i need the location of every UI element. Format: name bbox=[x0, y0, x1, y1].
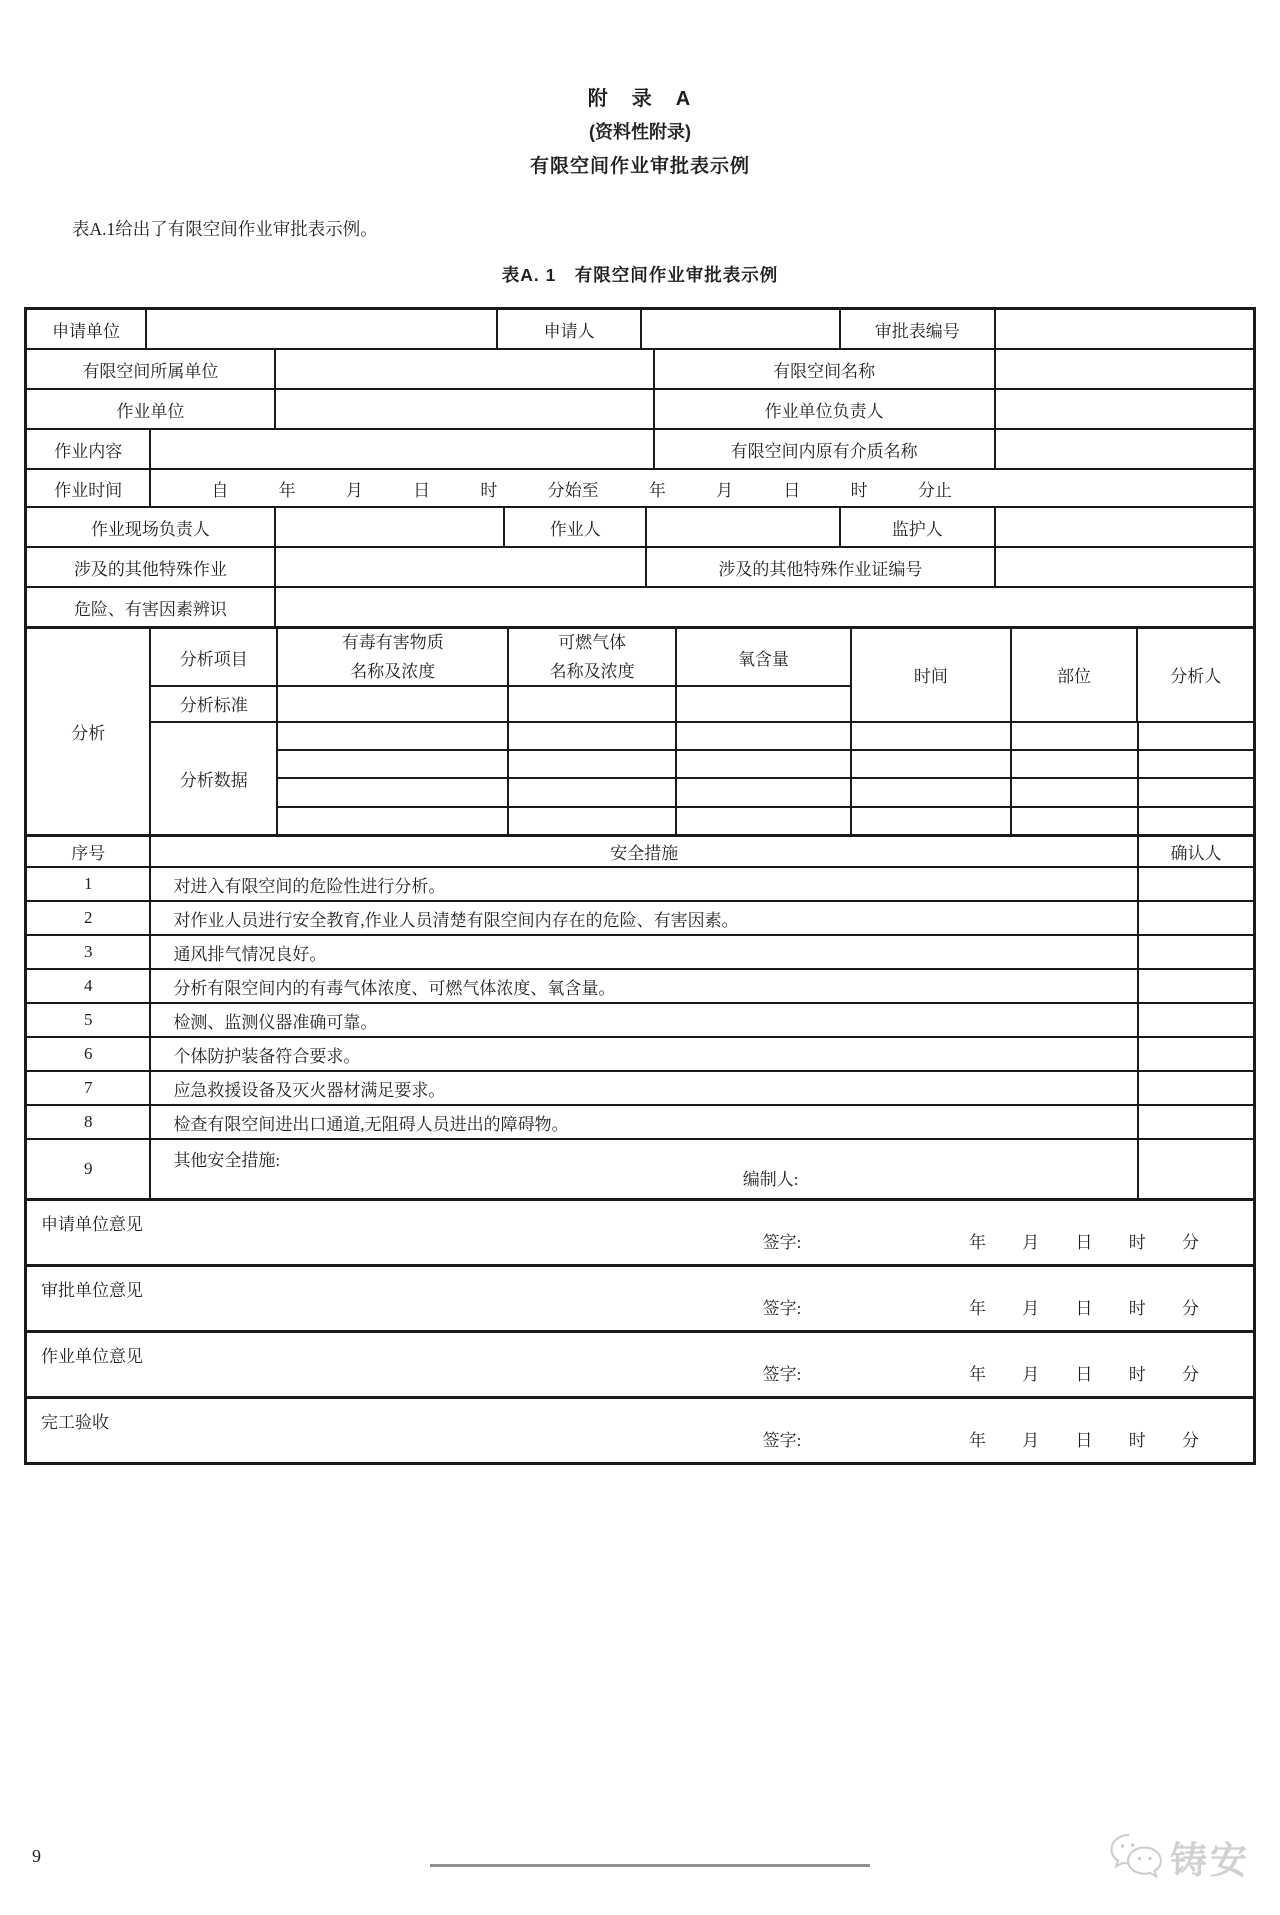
date-blanks: 年 月 日 时 分 bbox=[969, 1233, 1199, 1252]
table-row bbox=[27, 310, 1253, 348]
measure-no: 5 bbox=[27, 1004, 151, 1036]
measure-no: 6 bbox=[27, 1038, 151, 1070]
analysis-col-oxygen-header: 氧含量 bbox=[677, 629, 850, 687]
label-other-special-work: 涉及的其他特殊作业 bbox=[27, 548, 276, 586]
measure-confirm-cell bbox=[1139, 868, 1253, 900]
measure-no: 8 bbox=[27, 1106, 151, 1138]
footer-divider bbox=[430, 1864, 870, 1867]
measure-row bbox=[27, 1070, 1253, 1104]
value-work-unit-head bbox=[996, 390, 1253, 428]
analysis-data-row bbox=[278, 806, 1253, 834]
value-applicant-unit bbox=[147, 310, 498, 348]
value-approval-no bbox=[996, 310, 1254, 348]
label-work-unit-head: 作业单位负责人 bbox=[655, 390, 996, 428]
compiler-label: 编制人: bbox=[742, 1170, 799, 1189]
label-work-content: 作业内容 bbox=[27, 430, 151, 468]
value-other-special-work-cert-no bbox=[996, 548, 1253, 586]
signature-label: 签字: bbox=[762, 1233, 802, 1252]
analysis-col-analyst-header: 分析人 bbox=[1170, 667, 1222, 687]
analysis-data-row bbox=[278, 777, 1253, 805]
table-row bbox=[27, 586, 1253, 626]
section-applicant-opinion bbox=[27, 1198, 1253, 1264]
analysis-standard-toxic-cell bbox=[278, 687, 507, 721]
label-work-time: 作业时间 bbox=[27, 470, 151, 506]
label-space-owner-unit: 有限空间所属单位 bbox=[27, 350, 276, 388]
value-applicant bbox=[642, 310, 841, 348]
analysis-row-data-label: 分析数据 bbox=[151, 723, 278, 834]
measure-confirm-cell bbox=[1139, 1106, 1253, 1138]
measure-text: 对进入有限空间的危险性进行分析。 bbox=[151, 868, 1139, 900]
value-guardian bbox=[996, 508, 1254, 546]
measure-text: 通风排气情况良好。 bbox=[151, 936, 1139, 968]
value-work-unit bbox=[276, 390, 655, 428]
label-applicant: 申请人 bbox=[498, 310, 643, 348]
measure-confirm-cell bbox=[1139, 1140, 1253, 1198]
measure-no: 4 bbox=[27, 970, 151, 1002]
measure-row bbox=[27, 1002, 1253, 1036]
signature-label: 签字: bbox=[762, 1431, 802, 1450]
measure-text: 对作业人员进行安全教育,作业人员清楚有限空间内存在的危险、有害因素。 bbox=[151, 902, 1139, 934]
label-other-special-work-cert-no: 涉及的其他特殊作业证编号 bbox=[647, 548, 995, 586]
value-hazard-identification bbox=[276, 588, 1253, 626]
section-label: 作业单位意见 bbox=[41, 1347, 143, 1366]
measure-row bbox=[27, 866, 1253, 900]
label-hazard-identification: 危险、有害因素辨识 bbox=[27, 588, 276, 626]
label-work-unit: 作业单位 bbox=[27, 390, 276, 428]
measures-header-row bbox=[27, 834, 1253, 866]
measure-confirm-cell bbox=[1139, 970, 1253, 1002]
value-original-medium bbox=[996, 430, 1253, 468]
measure-other-text: 其他安全措施: bbox=[173, 1151, 281, 1170]
analysis-col-toxic-header: 有毒有害物质 名称及浓度 bbox=[278, 629, 507, 687]
value-work-time: 自 年 月 日 时 分始至 年 月 日 时 分止 bbox=[211, 480, 952, 500]
table-row bbox=[27, 506, 1253, 546]
page-number: 9 bbox=[32, 1846, 41, 1866]
table-row bbox=[27, 468, 1253, 506]
label-applicant-unit: 申请单位 bbox=[27, 310, 147, 348]
appendix-type: (资料性附录) bbox=[589, 122, 691, 142]
table-row bbox=[27, 428, 1253, 468]
label-site-head: 作业现场负责人 bbox=[27, 508, 276, 546]
value-site-head bbox=[276, 508, 505, 546]
analysis-col-location-header: 部位 bbox=[1012, 629, 1139, 721]
measure-row bbox=[27, 968, 1253, 1002]
measure-text: 应急救援设备及灭火器材满足要求。 bbox=[151, 1072, 1139, 1104]
date-blanks: 年 月 日 时 分 bbox=[969, 1299, 1199, 1318]
analysis-data-row bbox=[278, 723, 1253, 749]
measure-text: 分析有限空间内的有毒气体浓度、可燃气体浓度、氧含量。 bbox=[151, 970, 1139, 1002]
label-worker: 作业人 bbox=[505, 508, 647, 546]
value-space-name bbox=[996, 350, 1253, 388]
signature-label: 签字: bbox=[762, 1299, 802, 1318]
measure-no: 7 bbox=[27, 1072, 151, 1104]
table-row bbox=[27, 348, 1253, 388]
label-original-medium: 有限空间内原有介质名称 bbox=[655, 430, 996, 468]
measure-no: 9 bbox=[27, 1140, 151, 1198]
analysis-col-time-header: 时间 bbox=[852, 629, 1012, 721]
value-work-content bbox=[151, 430, 654, 468]
appendix-label: 附 录 A bbox=[587, 88, 693, 110]
analysis-standard-oxygen-cell bbox=[677, 687, 850, 721]
section-completion-acceptance bbox=[27, 1396, 1253, 1462]
value-space-owner-unit bbox=[276, 350, 655, 388]
section-label: 完工验收 bbox=[41, 1413, 109, 1432]
appendix-title: 有限空间作业审批表示例 bbox=[529, 156, 750, 177]
intro-paragraph: 表A.1给出了有限空间作业审批表示例。 bbox=[72, 219, 378, 239]
signature-label: 签字: bbox=[762, 1365, 802, 1384]
measure-no: 3 bbox=[27, 936, 151, 968]
value-worker bbox=[647, 508, 841, 546]
measure-text: 检查有限空间进出口通道,无阻碍人员进出的障碍物。 bbox=[151, 1106, 1139, 1138]
analysis-data-grid bbox=[278, 723, 1253, 834]
measure-no: 1 bbox=[27, 868, 151, 900]
measure-row bbox=[27, 1104, 1253, 1138]
section-workunit-opinion bbox=[27, 1330, 1253, 1396]
section-label: 申请单位意见 bbox=[41, 1215, 143, 1234]
section-label: 审批单位意见 bbox=[41, 1281, 143, 1300]
measure-confirm-cell bbox=[1139, 902, 1253, 934]
measures-header-confirm: 确认人 bbox=[1170, 844, 1222, 863]
measure-confirm-cell bbox=[1139, 1038, 1253, 1070]
measure-confirm-cell bbox=[1139, 1004, 1253, 1036]
wechat-logo-icon bbox=[1106, 1831, 1164, 1884]
label-space-name: 有限空间名称 bbox=[655, 350, 996, 388]
measure-confirm-cell bbox=[1139, 936, 1253, 968]
watermark-text: 铸安 bbox=[1170, 1840, 1250, 1881]
analysis-data-row bbox=[278, 749, 1253, 777]
section-approver-opinion bbox=[27, 1264, 1253, 1330]
table-row bbox=[27, 546, 1253, 586]
label-guardian: 监护人 bbox=[841, 508, 995, 546]
analysis-row-project-label: 分析项目 bbox=[151, 629, 276, 687]
analysis-row-standard-label: 分析标准 bbox=[179, 696, 248, 716]
analysis-section bbox=[27, 626, 1253, 834]
measure-text: 检测、监测仪器准确可靠。 bbox=[151, 1004, 1139, 1036]
measure-row bbox=[27, 900, 1253, 934]
measure-text: 个体防护装备符合要求。 bbox=[151, 1038, 1139, 1070]
measure-confirm-cell bbox=[1139, 1072, 1253, 1104]
measures-header-no: 序号 bbox=[27, 837, 151, 866]
date-blanks: 年 月 日 时 分 bbox=[969, 1365, 1199, 1384]
analysis-standard-flammable-cell bbox=[509, 687, 674, 721]
table-row bbox=[27, 388, 1253, 428]
measure-row bbox=[27, 934, 1253, 968]
measures-header-title: 安全措施 bbox=[151, 837, 1139, 866]
measure-row-other bbox=[27, 1138, 1253, 1198]
value-other-special-work bbox=[276, 548, 647, 586]
measure-no: 2 bbox=[27, 902, 151, 934]
analysis-col-flammable-header: 可燃气体 名称及浓度 bbox=[509, 629, 674, 687]
watermark bbox=[1106, 1830, 1250, 1884]
measure-row bbox=[27, 1036, 1253, 1070]
approval-form-table bbox=[24, 307, 1256, 1465]
analysis-section-label: 分析 bbox=[27, 629, 151, 834]
date-blanks: 年 月 日 时 分 bbox=[969, 1431, 1199, 1450]
label-approval-no: 审批表编号 bbox=[841, 310, 995, 348]
measure-other-cell bbox=[151, 1140, 1139, 1198]
table-caption: 表A. 1 有限空间作业审批表示例 bbox=[501, 265, 779, 285]
